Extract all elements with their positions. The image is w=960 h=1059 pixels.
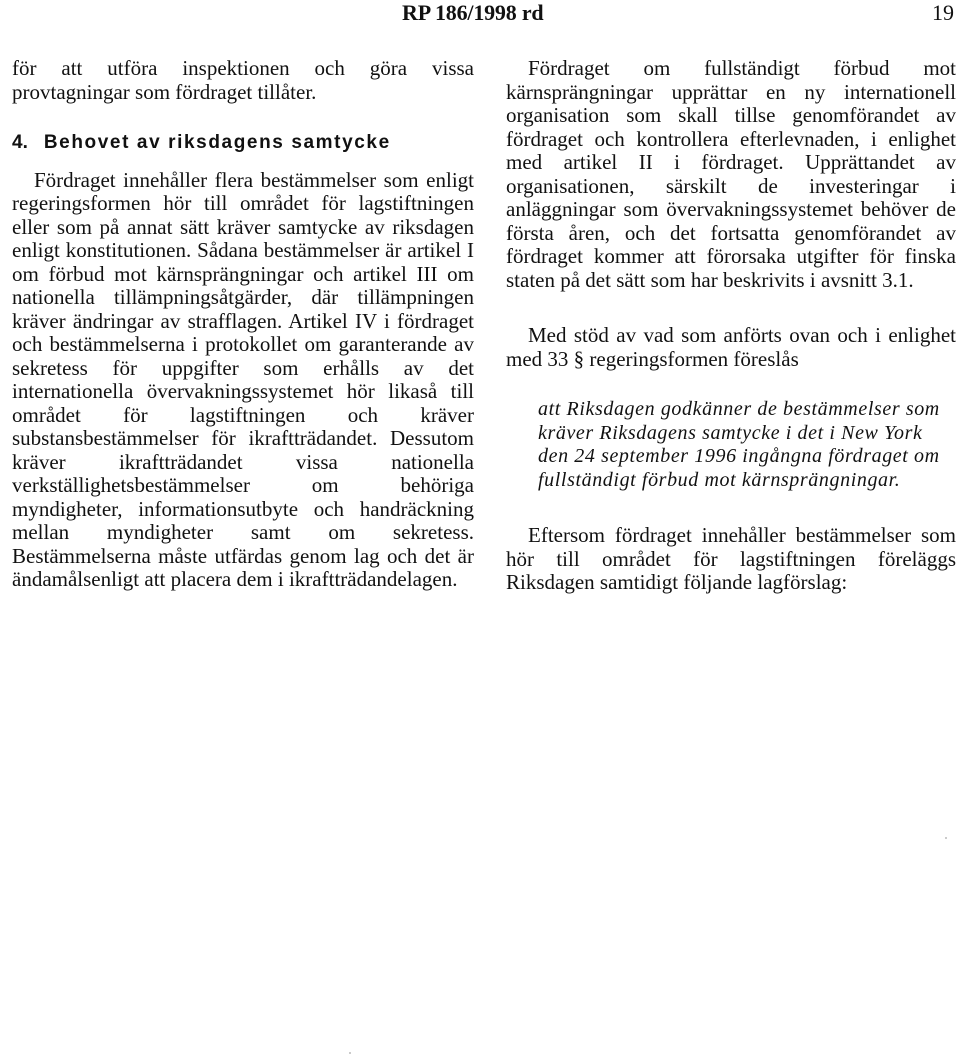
body-paragraph: Med stöd av vad som anförts ovan och i enlighet med 33 § regeringsformen föreslås <box>506 323 956 371</box>
right-column <box>506 57 956 595</box>
section-title: Behovet av riksdagens samtycke <box>43 132 391 153</box>
page-header <box>0 0 960 34</box>
body-paragraph: Fördraget om fullständigt förbud mot kärnsprängningar upprättar en ny internationell organisation som skall tillse genomförandet av fördraget och kontrollera efterlevnaden, i enlighet med artikel II i fördraget. Upprättandet av organisationen, särskilt de investeringar i anläggningar som övervakningssystemet behöver de första åren, och det fortsatta genomförandet av fördraget kommer att förorsaka utgifter för finska staten på det sätt som har beskrivits i avsnitt 3.1. <box>506 56 956 292</box>
section-heading <box>12 131 474 155</box>
page-number: 19 <box>932 0 954 25</box>
motion-text: att Riksdagen godkänner de bestämmelser som kräver Riksdagens samtycke i det i New York den 24 september 1996 ingångna fördraget om fullständigt förbud mot kärnsprängningar. <box>538 398 940 491</box>
body-paragraph: Eftersom fördraget innehåller bestämmelser som hör till området för lagstiftningen föreläggs Riksdagen samtidigt följande lagförslag: <box>506 523 956 594</box>
scan-speck <box>945 837 947 839</box>
section-number: 4. <box>12 132 28 153</box>
intro-paragraph: för att utföra inspektionen och göra vissa provtagningar som fördraget tillåter. <box>12 56 474 104</box>
scan-speck <box>349 1052 351 1054</box>
left-column <box>12 57 474 592</box>
document-id: RP 186/1998 rd <box>402 0 544 25</box>
body-paragraph: Fördraget innehåller flera bestämmelser som enligt regeringsformen hör till området för lagstiftningen eller som på annat sätt kräver samtycke av riksdagen enligt konstitutionen. Sådana bestämmelser är artikel I om förbud mot kärnsprängningar och artikel III om nationella tillämpningsåtgärder, där tillämpningen kräver ändringar av strafflagen. Artikel IV i fördraget och bestämmelserna i protokollet om garanterande av sekretess för uppgifter som erhålls av det internationella övervakningssystemet hör likaså till området för lagstiftningen och kräver substansbestämmelser för ikraftträdandet. Dessutom kräver ikraftträdandet vissa nationella verkställighetsbestämmelser om behöriga myndigheter, informationsutbyte och handräckning mellan myndigheter samt om sekretess. Bestämmelserna måste utfärdas genom lag och det är ändamålsenligt att placera dem i ikraftträdandelagen. <box>12 167 474 591</box>
